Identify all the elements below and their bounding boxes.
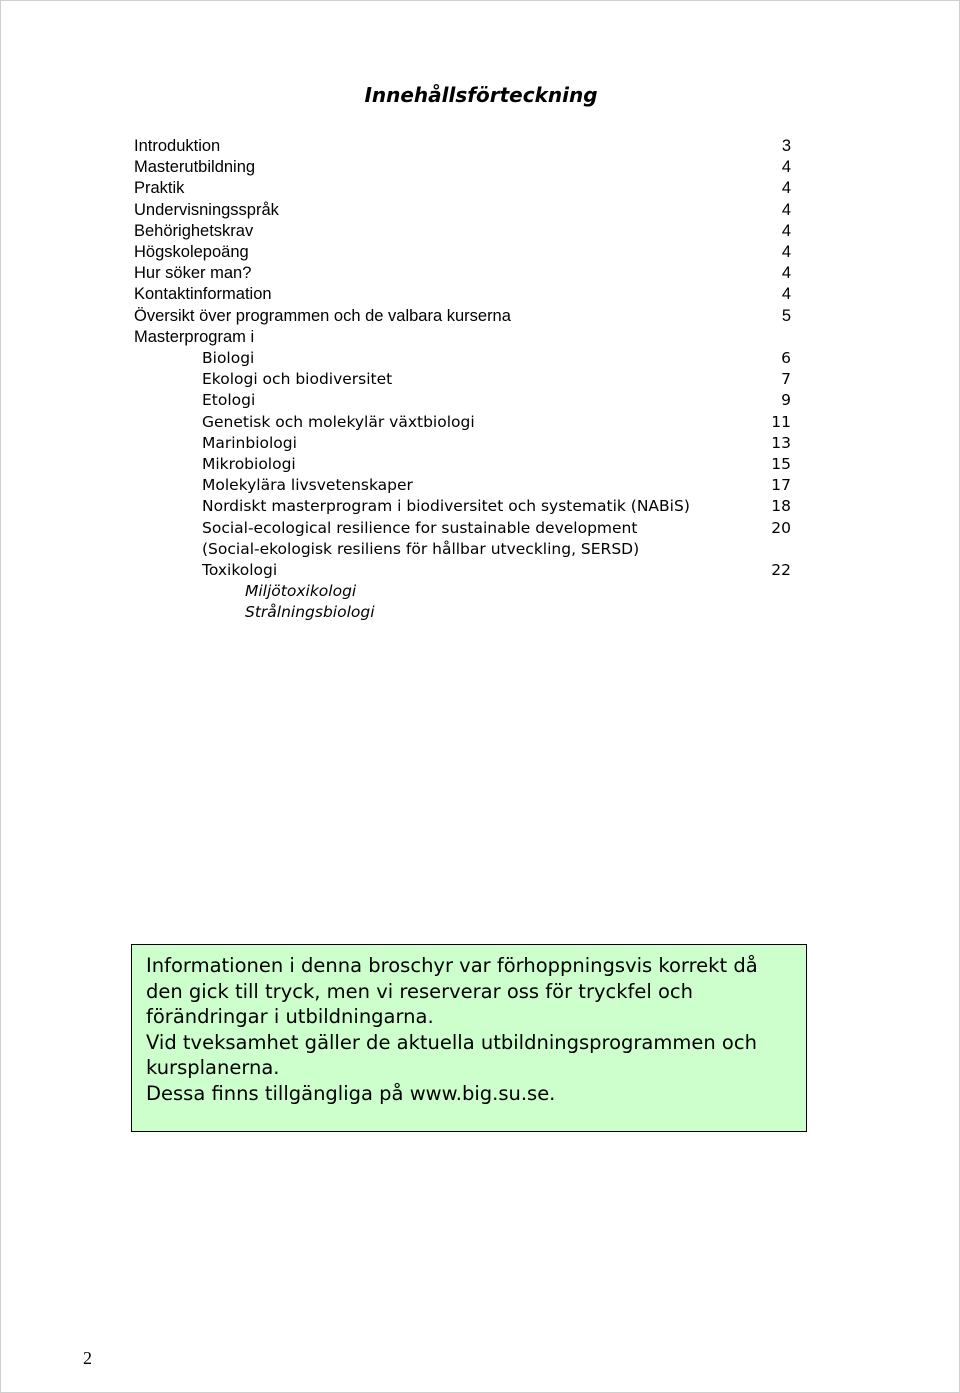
toc-entry-label: Mikrobiologi [202,455,296,473]
toc-entry [1,136,960,157]
toc-title: Innehållsförteckning [364,83,598,107]
toc-entry-label: Praktik [134,179,185,198]
toc-entry-page: 4 [781,221,791,240]
toc-entry-label: Marinbiologi [202,433,297,452]
toc-entry-page: 9 [781,391,791,410]
toc-entry-label: Etologi [202,391,256,410]
toc-entry-page: 13 [771,433,791,452]
toc-entry [1,221,960,242]
toc-entry-label: Översikt över programmen och de valbara kurserna [134,306,511,325]
toc-entry-page: 20 [771,518,791,537]
toc-entry-label: Hur söker man? [134,264,252,283]
toc-entry-label: Social-ecological resilience for sustainable development [202,518,638,537]
toc-entry-subtitle [1,539,960,560]
toc-entry-label: Strålningsbiologi [245,603,375,622]
toc-subentry [1,602,960,623]
toc-entry [1,178,960,199]
toc-entry-page: 17 [771,476,791,495]
toc-entry [1,518,960,539]
toc-entry-page: 4 [781,243,791,261]
toc-entry-page: 3 [781,137,791,155]
toc-entry-label: Ekologi och biodiversitet [202,370,393,389]
toc-entry-label: Nordiskt masterprogram i biodiversitet och systematik (NABiS) [202,497,690,516]
toc-entry-label: (Social-ekologisk resiliens för hållbar utveckling, SERSD) [202,539,640,558]
toc-entry-label: Biologi [202,349,255,367]
toc-entry-label: Kontaktinformation [134,285,272,304]
notice-paragraph: Dessa finns tillgängliga på www.big.su.se. [146,1081,556,1105]
toc-entry [1,496,960,517]
toc-entry-page: 4 [781,200,791,219]
toc-entry [1,369,960,390]
toc-entry-page: 5 [781,306,791,325]
toc-entry-page: 4 [781,264,791,283]
toc-entry-label: Genetisk och molekylär växtbiologi [202,412,475,431]
toc-entry-label: Högskolepoäng [134,243,249,261]
toc-entry-page: 18 [771,497,791,516]
toc-entry-page: 4 [781,179,791,198]
toc-entry-label: Molekylära livsvetenskaper [202,476,413,495]
toc-entry [1,200,960,221]
toc-entry-page: 15 [771,455,791,473]
toc-entry [1,157,960,178]
toc-entry-page: 22 [771,561,791,579]
toc-entry-page: 6 [781,349,791,367]
toc-entry-label: Toxikologi [202,561,278,579]
toc-entry [1,284,960,305]
toc-entry-page: 4 [781,285,791,304]
toc-entry-page: 7 [781,370,791,389]
toc-entry [1,560,960,581]
toc-entry [1,454,960,475]
toc-entry-label: Miljötoxikologi [245,582,357,601]
toc-entry [1,242,960,263]
toc-entry [1,263,960,284]
toc-entry-label: Masterprogram i [134,327,255,346]
notice-paragraph: Vid tveksamhet gäller de aktuella utbildningsprogrammen och kursplanerna. [146,1030,757,1079]
toc-entry-label: Undervisningsspråk [134,200,279,219]
notice-paragraph: Informationen i denna broschyr var förhoppningsvis korrekt då den gick till tryck, men vi reserverar oss för tryckfel och förändringar i utbildningarna. [146,954,758,1028]
toc-entry-page: 4 [781,158,791,177]
toc-entry [1,412,960,433]
toc-entry-label: Behörighetskrav [134,221,254,240]
toc-entry-page: 11 [771,412,791,431]
toc-subentry [1,581,960,602]
toc-entry [1,433,960,454]
notice-box [131,944,807,1132]
toc-entry [1,348,960,369]
toc-entry-label: Introduktion [134,137,221,155]
toc-entry [1,306,960,327]
toc-entry [1,390,960,411]
toc-entry-label: Masterutbildning [134,158,256,177]
toc-entry [1,475,960,496]
page-number: 2 [83,1348,92,1368]
toc-section-heading [1,327,960,348]
